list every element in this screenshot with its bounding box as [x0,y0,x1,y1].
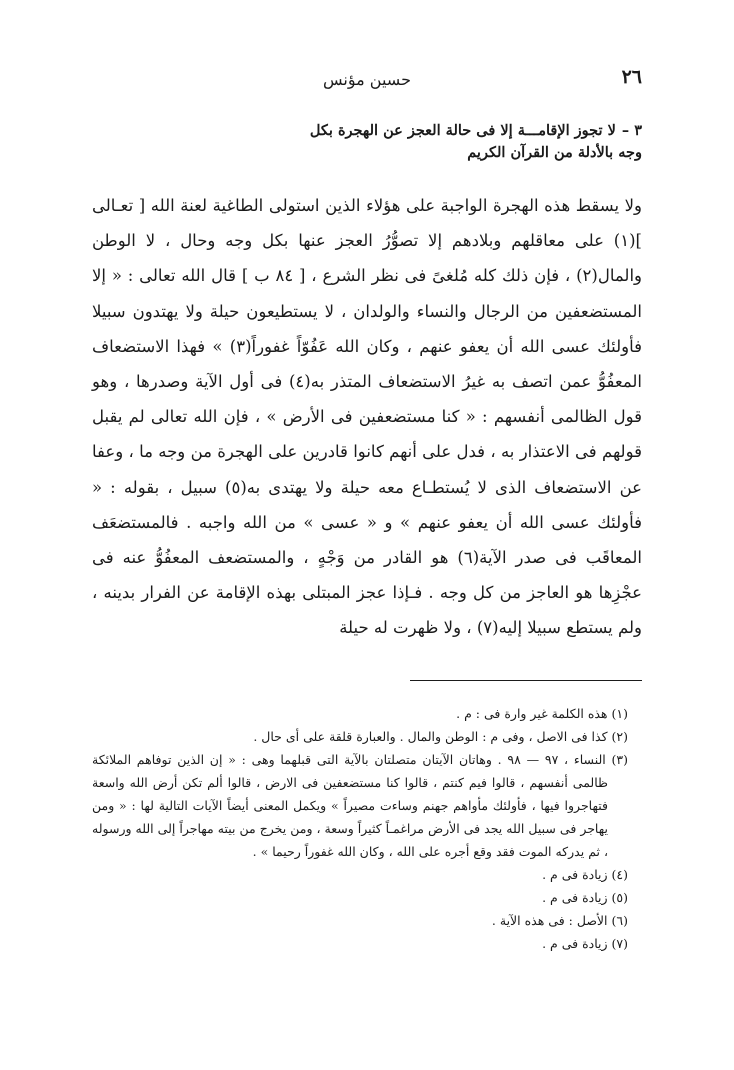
footnote-3: (٣) النساء ، ٩٧ — ٩٨ . وهاتان الآيتان متصلتان بالآية التى قبلهما وهى : « إن الذين توفاهم الملائكة ظالمى أنفسهم ، قالوا فيم كنتم ، قالوا كنا مستضعفين فى الارض ، قالوا ألم تكن أرض الله واسعة فتهاجروا فيها ، فأولئك مأواهم جهنم وساءت مصيراً » ويكمل المعنى أيضاً الآيات التالية لها : « ومن يهاجر فى سبيل الله يجد فى الأرض مراغمـاً كثيراً وسعة ، ومن يخرج من بيته مهاجراً إلى الله ورسوله ، ثم يدركه الموت فقد وقع أجره على الله ، وكان الله غفوراً رحيما » . [92,752,628,859]
page-number: ٢٦ [621,66,642,88]
main-text [92,188,642,646]
section-heading-number: ٣ – [621,122,642,139]
footnote-5: (٥) زيادة فى م . [542,890,628,905]
footnote-6: (٦) الأصل : فى هذه الآية . [491,913,628,928]
page-header [0,66,734,96]
footnote-separator [410,680,642,681]
section-heading-text: لا تجوز الإقامـــة إلا فى حالة العجز عن الهجرة بكل وجه بالأدلة من القرآن الكريم [309,122,642,161]
footnotes [92,702,642,955]
footnote-1: (١) هذه الكلمة غير وارة فى : م . [456,706,628,721]
footnote-4: (٤) زيادة فى م . [542,867,628,882]
footnote-2: (٢) كذا فى الاصل ، وفى م : الوطن والمال . والعبارة قلقة على أى حال . [253,729,628,744]
footnote-7: (٧) زيادة فى م . [542,936,628,951]
main-paragraph: ولا يسقط هذه الهجرة الواجبة على هؤلاء الذين استولى الطاغية لعنة الله [ تعـالى ](١) على معاقلهم وبلادهم إلا تصوُّرُ العجز عنها بكل وجه وحال ، لا الوطن والمال(٢) ، فإن ذلك كله مُلغىً فى نظر الشرع ، [ ٨٤ ب ] قال الله تعالى : « إلا المستضعفين من الرجال والنساء والولدان ، لا يستطيعون حيلة ولا يهتدون سبيلا فأولئك عسى الله أن يعفو عنهم ، وكان الله عَفُوّاً غفوراً(٣) » فهذا الاستضعاف المعفُوُّ عمن اتصف به غيرُ الاستضعاف المتذر به(٤) فى أول الآية وصدرها ، وهو قول الظالمى أنفسهم : « كنا مستضعفين فى الأرض » ، فإن الله تعالى لم يقبل قولهم فى الاعتذار به ، فدل على أنهم كانوا قادرين على الهجرة من وجه ما ، وعفا عن الاستضعاف الذى لا يُستطـاع معه حيلة ولا يهتدى به(٥) سبيل ، بقوله : « فأولئك عسى الله أن يعفو عنهم » و « عسى » من الله واجبه . فالمستضعَف المعاقَب فى صدر الآية(٦) هو القادر من وَجْهٍ ، والمستضعف المعفُوُّ عنه فى عجْزِها هو العاجز من كل وجه . فـإذا عجز المبتلى بهذه الإقامة عن الفرار بدينه ، ولم يستطع سبيلا إليه(٧) ، ولا ظهرت له حيلة [92,196,642,638]
running-head-author: حسين مؤنس [323,70,411,89]
section-heading-note [282,120,642,164]
